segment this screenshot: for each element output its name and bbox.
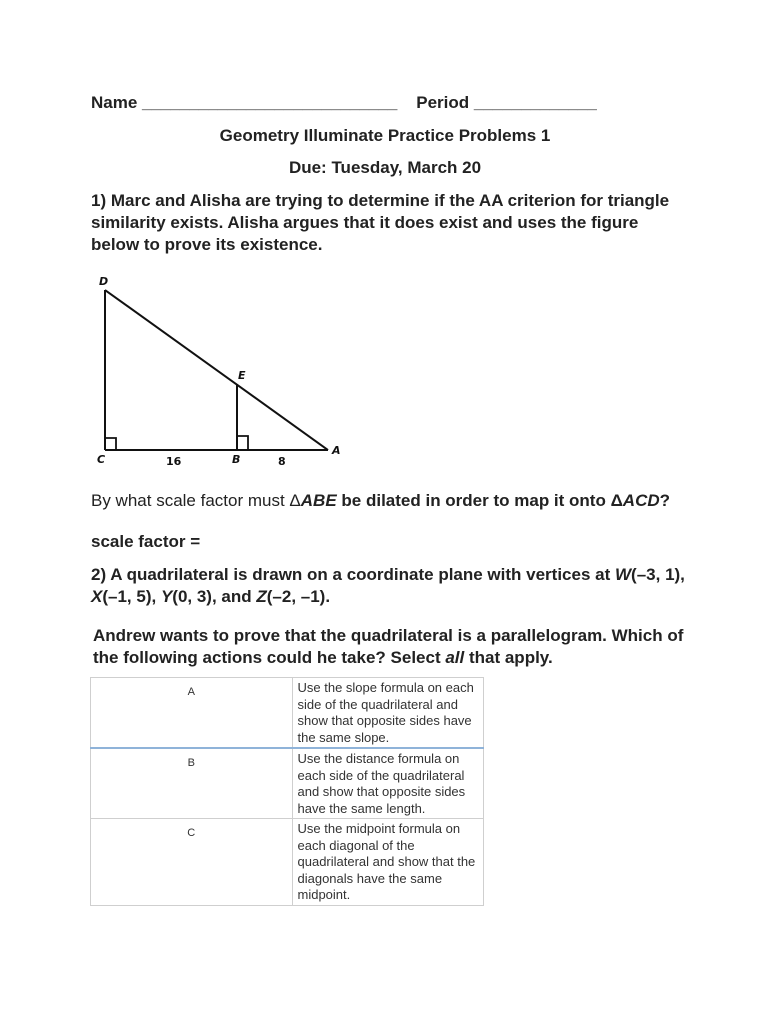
option-row-c[interactable] <box>91 819 484 906</box>
option-row-a[interactable] <box>91 678 484 749</box>
options-table <box>90 677 484 906</box>
length-cb: 16 <box>166 455 182 468</box>
option-text: Use the distance formula on each side of the quadrilateral and show that opposite sides have the same length. <box>292 748 484 819</box>
label-e: E <box>238 369 246 382</box>
period-label: Period <box>416 93 470 112</box>
question-2-prompt: Andrew wants to prove that the quadrilateral is a parallelogram. Which of the following actions could he take? Select all that apply. <box>93 626 684 667</box>
question-2-text: 2) A quadrilateral is drawn on a coordinate plane with vertices at W(–3, 1), X(–1, 5), Y(0, 3), and Z(–2, –1). <box>91 565 685 606</box>
segment-da <box>105 290 328 450</box>
triangle-figure <box>92 272 362 472</box>
name-blank[interactable]: ___________________________ <box>142 93 398 112</box>
label-b: B <box>232 453 241 466</box>
worksheet-title: Geometry Illuminate Practice Problems 1 <box>219 126 551 145</box>
option-row-b[interactable] <box>91 748 484 819</box>
name-period-row <box>91 93 597 113</box>
length-ba: 8 <box>278 455 286 468</box>
due-date: Due: Tuesday, March 20 <box>288 158 482 177</box>
option-letter[interactable]: B <box>91 748 293 819</box>
option-letter[interactable]: A <box>91 678 293 749</box>
question-1-text: 1) Marc and Alisha are trying to determine if the AA criterion for triangle similarity exists. Alisha argues that it does exist and uses the figure below to prove its existence. <box>91 191 670 254</box>
option-letter[interactable]: C <box>91 819 293 906</box>
label-c: C <box>97 453 106 466</box>
period-blank[interactable]: _____________ <box>473 93 597 112</box>
label-d: D <box>99 275 109 288</box>
right-angle-b <box>237 436 248 450</box>
scale-factor-answer[interactable]: scale factor = <box>91 532 201 551</box>
label-a: A <box>332 444 341 457</box>
name-label: Name <box>91 93 138 112</box>
option-text: Use the midpoint formula on each diagonal of the quadrilateral and show that the diagonals have the same midpoint. <box>292 819 484 906</box>
question-1-prompt: By what scale factor must ΔABE be dilated in order to map it onto ΔACD? <box>91 491 671 510</box>
right-angle-c <box>105 438 116 450</box>
option-text: Use the slope formula on each side of the quadrilateral and show that opposite sides have the same slope. <box>292 678 484 749</box>
